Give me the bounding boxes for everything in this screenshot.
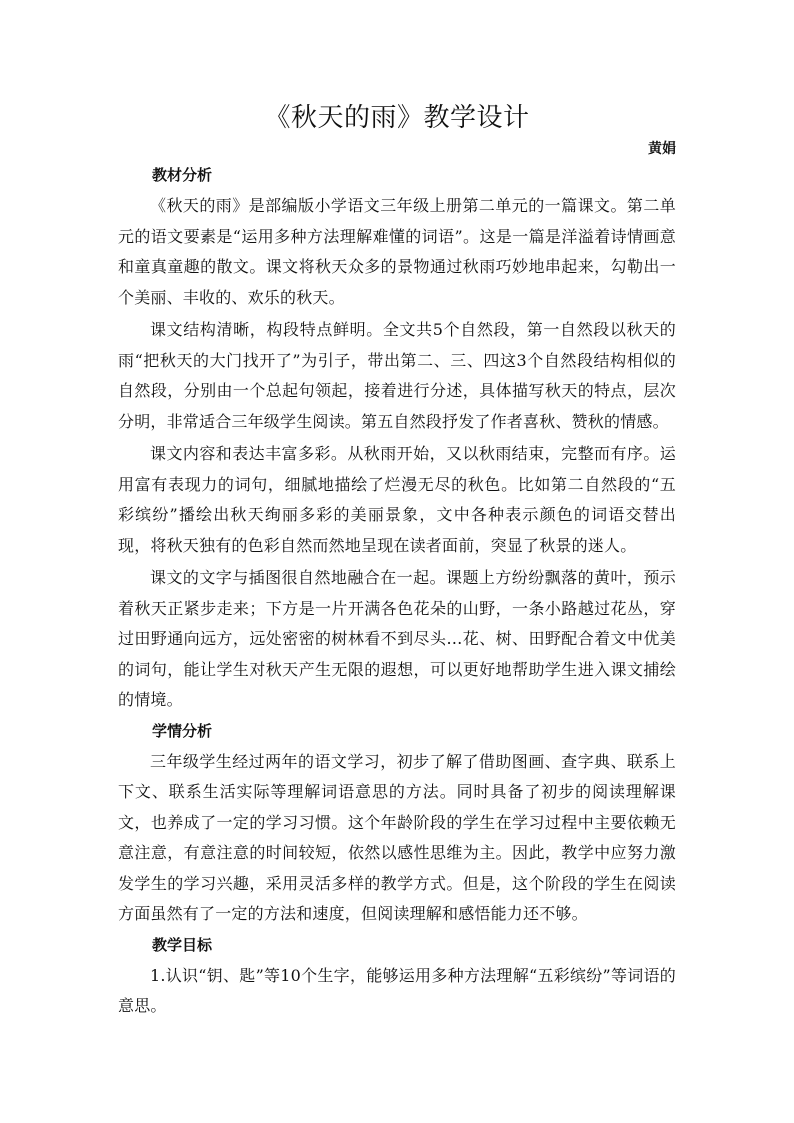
paragraph: 《秋天的雨》是部编版小学语文三年级上册第二单元的一篇课文。第二单元的语文要素是“运用多种方法理解难懂的词语”。这是一篇是洋溢着诗情画意和童真童趣的散文。课文将秋天众多的景物通过秋雨巧妙地串起来，勾勒出一个美丽、丰收的、欢乐的秋天。: [118, 196, 676, 307]
paragraph: 课文结构清晰，构段特点鲜明。全文共5个自然段，第一自然段以秋天的雨“把秋天的大门找开了”为引子，带出第二、三、四这3个自然段结构相似的自然段，分别由一个总起句领起，接着进行分述，具体描写秋天的特点，层次分明，非常适合三年级学生阅读。第五自然段抒发了作者喜秋、赞秋的情感。: [118, 320, 676, 431]
section-textbook-analysis: [118, 162, 676, 716]
author-name: 黄娟: [648, 141, 676, 157]
section-heading: 教学目标: [152, 935, 213, 954]
paragraph: 1.认识“钥、匙”等10个生字，能够运用多种方法理解“五彩缤纷”等词语的意思。: [118, 965, 676, 1015]
paragraph: 课文内容和表达丰富多彩。从秋雨开始，又以秋雨结束，完整而有序。运用富有表现力的词句，细腻地描绘了烂漫无尽的秋色。比如第二自然段的“五彩缤纷”播绘出秋天绚丽多彩的美丽景象，文中各种表示颜色的词语交替出现，将秋天独有的色彩自然而然地呈现在读者面前，突显了秋景的迷人。: [118, 444, 676, 555]
document-title: 《秋天的雨》教学设计: [264, 103, 530, 133]
paragraph: 三年级学生经过两年的语文学习，初步了解了借助图画、查字典、联系上下文、联系生活实际等理解词语意思的方法。同时具备了初步的阅读理解课文，也养成了一定的学习习惯。这个年龄阶段的学生在学习过程中主要依赖无意注意，有意注意的时间较短，依然以感性思维为主。因此，教学中应努力激发学生的学习兴趣，采用灵活多样的教学方式。但是，这个阶段的学生在阅读方面虽然有了一定的方法和速度，但阅读理解和感悟能力还不够。: [118, 751, 676, 923]
section-teaching-goals: [118, 932, 676, 1022]
document-body: [118, 100, 676, 1024]
paragraph: 课文的文字与插图很自然地融合在一起。课题上方纷纷飘落的黄叶，预示着秋天正紧步走来；下方是一片开满各色花朵的山野，一条小路越过花丛，穿过田野通向远方，远处密密的树林看不到尽头…花、树、田野配合着文中优美的词句，能让学生对秋天产生无限的遐想，可以更好地帮助学生进入课文捕绘的情境。: [118, 568, 676, 709]
section-learner-analysis: [118, 718, 676, 930]
section-heading: 教材分析: [152, 166, 213, 184]
section-heading: 学情分析: [152, 721, 213, 740]
